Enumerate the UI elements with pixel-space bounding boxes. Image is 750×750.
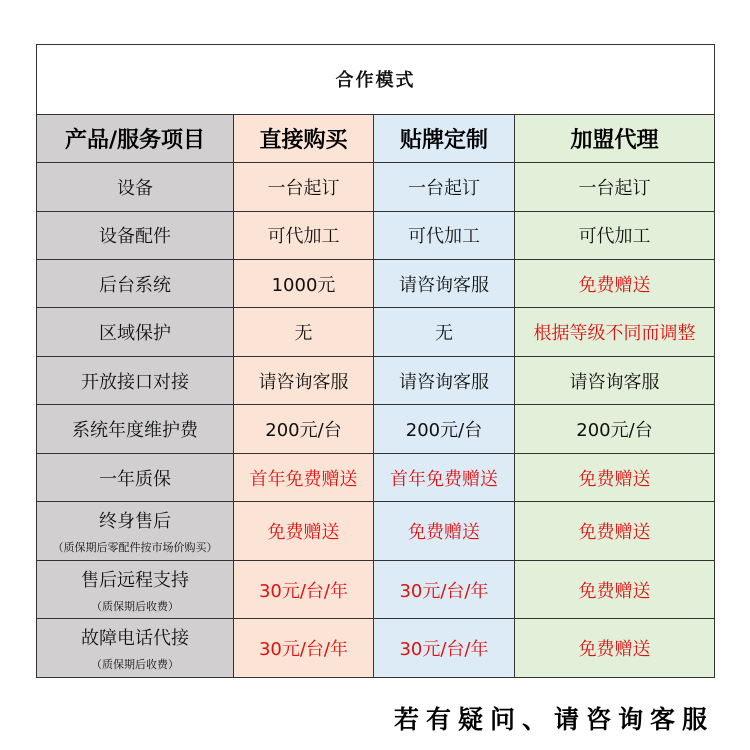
footer-contact-note: 若有疑问、请咨询客服 (393, 705, 714, 734)
row-item: 设备 (37, 163, 234, 211)
row-item-note: （质保期后收费） (91, 599, 179, 613)
table-row (37, 502, 715, 561)
table-row (37, 308, 715, 356)
table-title: 合作模式 (37, 45, 715, 115)
row-item: 设备配件 (37, 211, 234, 259)
row-item: 开放接口对接 (37, 356, 234, 404)
cooperation-mode-table (36, 44, 715, 678)
row-direct: 请咨询客服 (234, 356, 374, 404)
header-oem: 贴牌定制 (374, 114, 515, 162)
row-item: 终身售后 (99, 511, 171, 533)
header-item: 产品/服务项目 (37, 114, 234, 162)
row-franchise: 根据等级不同而调整 (515, 308, 715, 356)
row-item: 区域保护 (37, 308, 234, 356)
row-franchise: 免费赠送 (515, 260, 715, 308)
row-direct: 可代加工 (234, 211, 374, 259)
row-item: 售后远程支持 (81, 569, 189, 591)
table-row (37, 560, 715, 619)
row-franchise: 一台起订 (515, 163, 715, 211)
row-item-note: （质保期后零配件按市场价购买） (52, 541, 218, 555)
row-direct: 首年免费赠送 (234, 453, 374, 501)
row-oem: 无 (374, 308, 515, 356)
row-direct: 无 (234, 308, 374, 356)
row-oem: 可代加工 (374, 211, 515, 259)
row-item-cell (37, 560, 234, 619)
table-row (37, 163, 715, 211)
table-row (37, 619, 715, 678)
row-item: 后台系统 (37, 260, 234, 308)
row-direct: 200元/台 (234, 405, 374, 453)
row-direct: 一台起订 (234, 163, 374, 211)
row-franchise: 免费赠送 (515, 560, 715, 619)
table-row (37, 260, 715, 308)
table-row (37, 453, 715, 501)
row-oem: 200元/台 (374, 405, 515, 453)
row-franchise: 可代加工 (515, 211, 715, 259)
row-oem: 30元/台/年 (374, 560, 515, 619)
header-direct-purchase: 直接购买 (234, 114, 374, 162)
row-franchise: 免费赠送 (515, 502, 715, 561)
row-item: 系统年度维护费 (37, 405, 234, 453)
table-row (37, 211, 715, 259)
row-direct: 30元/台/年 (234, 619, 374, 678)
row-item-cell (37, 619, 234, 678)
row-oem: 免费赠送 (374, 502, 515, 561)
header-row (37, 114, 715, 162)
row-franchise: 请咨询客服 (515, 356, 715, 404)
row-oem: 请咨询客服 (374, 260, 515, 308)
table-row (37, 405, 715, 453)
row-franchise: 免费赠送 (515, 619, 715, 678)
row-oem: 请咨询客服 (374, 356, 515, 404)
row-item: 一年质保 (37, 453, 234, 501)
row-direct: 免费赠送 (234, 502, 374, 561)
row-direct: 30元/台/年 (234, 560, 374, 619)
row-franchise: 免费赠送 (515, 453, 715, 501)
row-oem: 30元/台/年 (374, 619, 515, 678)
table-row (37, 356, 715, 404)
row-item: 故障电话代接 (81, 628, 189, 650)
header-franchise: 加盟代理 (515, 114, 715, 162)
row-item-cell (37, 502, 234, 561)
row-oem: 首年免费赠送 (374, 453, 515, 501)
row-oem: 一台起订 (374, 163, 515, 211)
row-direct: 1000元 (234, 260, 374, 308)
row-item-note: （质保期后收费） (91, 658, 179, 672)
row-franchise: 200元/台 (515, 405, 715, 453)
